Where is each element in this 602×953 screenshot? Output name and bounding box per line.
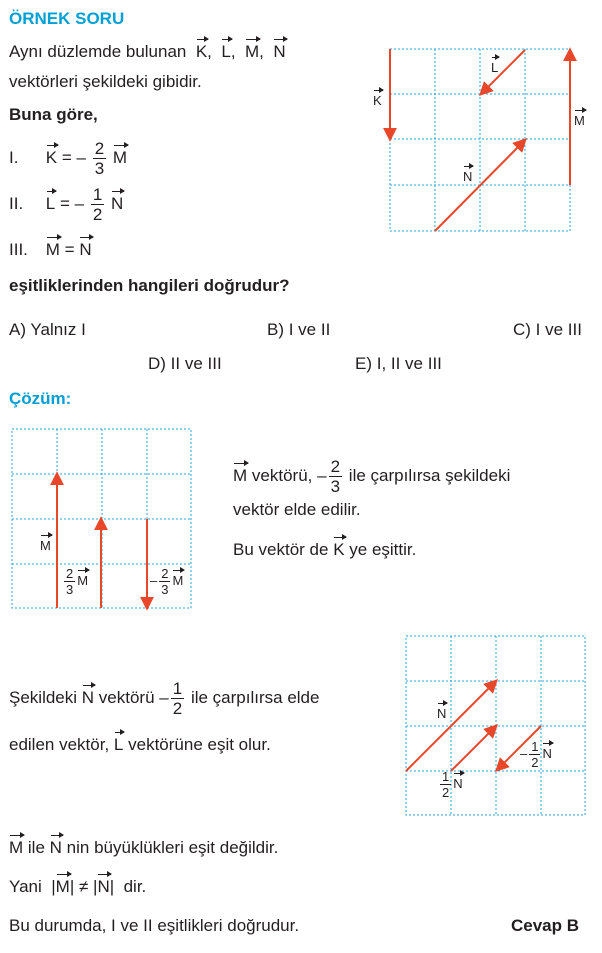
option-c[interactable]: C) I ve III bbox=[513, 320, 582, 339]
figure-solution-n bbox=[406, 636, 586, 816]
stmt2-num: 1 bbox=[92, 185, 103, 204]
sol1-a: vektörü, bbox=[251, 465, 313, 485]
stmt2-lhs: L bbox=[45, 193, 56, 213]
sol4-num: 1 bbox=[172, 679, 183, 698]
solution-line-3 bbox=[233, 540, 416, 560]
question-intro: Aynı düzlemde bulunan K, L, M, N bbox=[9, 42, 286, 61]
roman-1: I. bbox=[9, 147, 19, 167]
sol3-b: ye eşittir. bbox=[349, 540, 417, 559]
sol7-vec1: M bbox=[55, 877, 70, 896]
label-n bbox=[463, 169, 472, 184]
fig2-den-2: 3 bbox=[161, 582, 169, 597]
sol5-b: vektörüne eşit olur. bbox=[128, 735, 271, 754]
stmt1-rhs: M bbox=[112, 147, 128, 167]
fig2-label-two-thirds-m bbox=[62, 567, 88, 596]
figure-question-vectors bbox=[389, 48, 571, 232]
fig2-num-2: 2 bbox=[161, 566, 169, 581]
solution-line-4 bbox=[9, 680, 319, 717]
option-b[interactable]: B) I ve II bbox=[267, 320, 331, 339]
question-prompt: eşitliklerinden hangileri doğrudur? bbox=[9, 276, 290, 295]
fig3-den-2: 2 bbox=[531, 755, 539, 770]
grid-1 bbox=[390, 49, 570, 231]
stmt2-sign: – bbox=[74, 193, 85, 213]
roman-2: II. bbox=[9, 193, 24, 213]
option-a[interactable]: A) Yalnız I bbox=[9, 320, 86, 339]
sol7-neq: ≠ bbox=[78, 877, 89, 896]
stmt3-rhs: N bbox=[79, 240, 92, 259]
sol6-a: ile bbox=[27, 838, 45, 857]
buna-gore: Buna göre, bbox=[9, 105, 98, 124]
roman-3: III. bbox=[9, 240, 28, 259]
vector-l: L bbox=[221, 42, 231, 61]
statement-1 bbox=[9, 140, 127, 177]
fig2-sign-2: – bbox=[150, 572, 158, 588]
stmt2-rhs: N bbox=[111, 193, 124, 213]
sol5-a: edilen vektör, bbox=[9, 735, 110, 754]
option-d[interactable]: D) II ve III bbox=[148, 354, 222, 373]
sol7-a: Yani bbox=[9, 877, 42, 896]
fig2-num-1: 2 bbox=[66, 566, 74, 581]
fig3-vec-1: N bbox=[453, 775, 463, 791]
label-m bbox=[574, 113, 585, 128]
sol6-vec2: N bbox=[49, 838, 62, 857]
fig3-label-n-text: N bbox=[437, 706, 447, 721]
stmt2-den: 2 bbox=[92, 205, 103, 224]
fig2-label-m-text: M bbox=[40, 538, 51, 553]
label-m-text: M bbox=[574, 113, 585, 128]
solution-line-2: vektör elde edilir. bbox=[233, 500, 361, 519]
solution-line-5 bbox=[9, 735, 271, 755]
fig3-label-half-n bbox=[438, 770, 463, 799]
fig3-den-1: 2 bbox=[442, 785, 450, 800]
solution-line-1 bbox=[233, 458, 510, 495]
stmt1-den: 3 bbox=[94, 159, 105, 178]
label-n-text: N bbox=[463, 169, 473, 184]
sol1-sign: – bbox=[317, 465, 327, 485]
sol1-den: 3 bbox=[330, 477, 341, 496]
sol6-b: nin büyüklükleri eşit değildir. bbox=[66, 838, 279, 857]
arrow-half-n bbox=[451, 726, 496, 771]
stmt1-lhs: K bbox=[45, 147, 58, 167]
stmt1-sign: – bbox=[76, 147, 86, 167]
sol1-b: ile çarpılırsa şekildeki bbox=[348, 465, 511, 485]
fig2-label-m bbox=[40, 538, 51, 553]
stmt1-eq: = bbox=[61, 147, 72, 167]
intro-text: Aynı düzlemde bulunan bbox=[9, 42, 187, 61]
stmt3-eq: = bbox=[64, 240, 75, 259]
sol1-vec: M bbox=[233, 465, 248, 485]
vector-n: N bbox=[273, 42, 286, 61]
label-l bbox=[491, 60, 498, 75]
solution-line-7: Yani |M| ≠ |N| dir. bbox=[9, 877, 147, 896]
solution-line-6 bbox=[9, 838, 278, 858]
sol3-vec: K bbox=[333, 540, 345, 559]
fig2-vec-2: M bbox=[172, 572, 184, 588]
solution-line-8: Bu durumda, I ve II eşitlikleri doğrudur. bbox=[9, 916, 300, 935]
fig3-label-n bbox=[437, 706, 446, 721]
fig3-vec-2: N bbox=[542, 745, 552, 761]
label-l-text: L bbox=[491, 60, 499, 75]
statement-3 bbox=[9, 240, 92, 260]
sol7-vec2: N bbox=[97, 877, 110, 896]
option-e[interactable]: E) I, II ve III bbox=[355, 354, 442, 373]
sol4-a: Şekildeki bbox=[9, 687, 78, 707]
fig2-label-minus-two-thirds-m bbox=[150, 567, 183, 596]
fig3-label-minus-half-n bbox=[520, 740, 552, 769]
question-intro-2: vektörleri şekildeki gibidir. bbox=[9, 72, 202, 91]
sol5-vec: L bbox=[113, 735, 124, 754]
sol1-num: 2 bbox=[330, 457, 341, 476]
vector-k: K bbox=[195, 42, 208, 61]
sol4-den: 2 bbox=[172, 699, 183, 718]
vector-m: M bbox=[244, 42, 260, 61]
statement-2 bbox=[9, 186, 123, 223]
fig3-num-1: 1 bbox=[442, 769, 450, 784]
example-title: ÖRNEK SORU bbox=[9, 9, 125, 28]
sol4-b: vektörü bbox=[98, 687, 155, 707]
fig2-den-1: 3 bbox=[66, 582, 74, 597]
solution-title: Çözüm: bbox=[9, 389, 72, 408]
arrow-l bbox=[481, 50, 525, 94]
sol4-vec: N bbox=[81, 687, 95, 707]
fig3-sign-2: – bbox=[520, 745, 528, 761]
fig3-num-2: 1 bbox=[531, 739, 539, 754]
sol3-a: Bu vektör de bbox=[233, 540, 329, 559]
label-k-text: K bbox=[373, 93, 382, 108]
sol7-b: dir. bbox=[123, 877, 147, 896]
fig2-vec-1: M bbox=[77, 572, 89, 588]
stmt2-eq: = bbox=[59, 193, 70, 213]
stmt3-lhs: M bbox=[45, 240, 60, 259]
sol4-sign: – bbox=[159, 687, 169, 707]
label-k bbox=[373, 93, 382, 108]
answer-label: Cevap B bbox=[511, 916, 580, 935]
stmt1-num: 2 bbox=[94, 139, 105, 158]
sol4-c: ile çarpılırsa elde bbox=[190, 687, 320, 707]
sol6-vec1: M bbox=[9, 838, 24, 857]
